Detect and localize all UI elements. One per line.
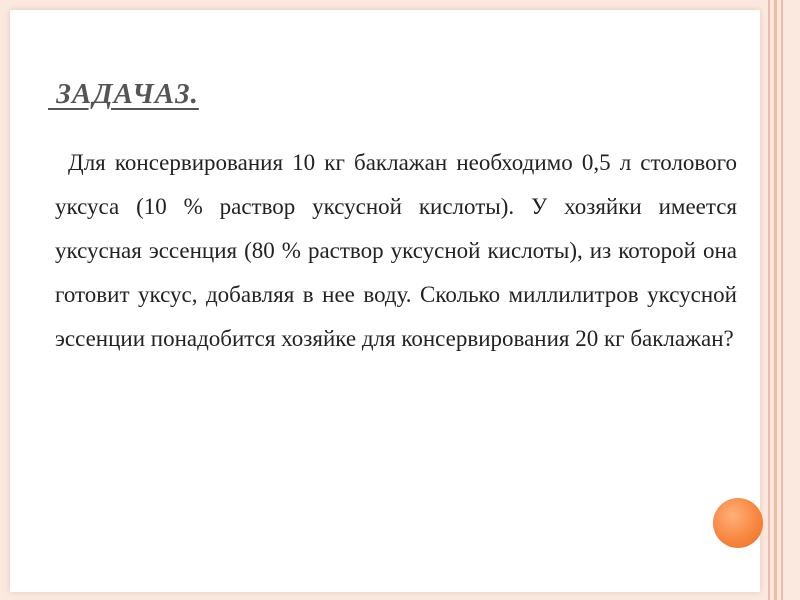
decor-stripe [774,0,777,600]
problem-text: Для консервирования 10 кг баклажан необходимо 0,5 л столового уксуса (10 % раствор уксусной кислоты). У хозяйки имеется уксусная эссенция (80 % раствор уксусной кислоты), из которой она готовит уксус, добавляя в нее воду. Сколько миллилитров уксусной эссенции понадобится хозяйке для консервирования 20 кг баклажан? [55,150,737,351]
decor-circle-icon [713,498,763,548]
decor-stripe [768,0,770,600]
decor-stripe [781,0,783,600]
slide-title: ЗАДАЧА3. [48,78,199,110]
